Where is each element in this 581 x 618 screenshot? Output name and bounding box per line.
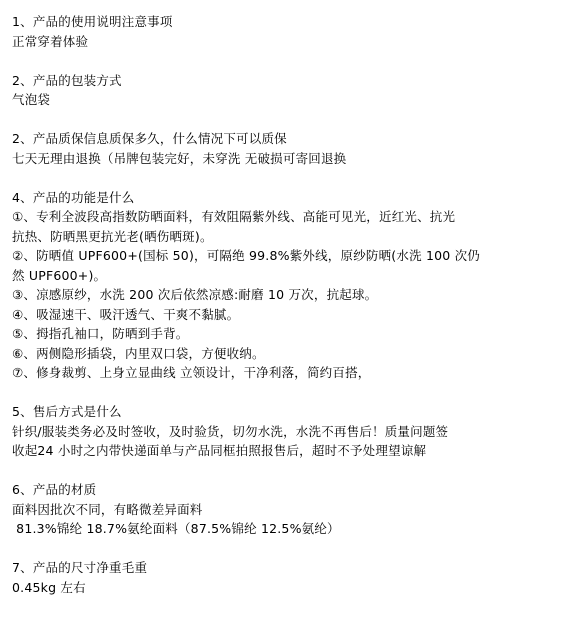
spacer xyxy=(12,383,572,403)
feature-line: ⑤、拇指孔袖口，防晒到手背。 xyxy=(12,326,189,341)
section-text: 81.3%锦纶 18.7%氨纶面料（87.5%锦纶 12.5%氨纶） xyxy=(12,521,340,536)
section-heading: 1、产品的使用说明注意事项 xyxy=(12,14,173,29)
feature-line: ③、凉感原纱，水洗 200 次后依然凉感:耐磨 10 万次，抗起球。 xyxy=(12,287,378,302)
section-material xyxy=(12,480,572,539)
spacer xyxy=(12,539,572,559)
section-features xyxy=(12,188,572,383)
feature-line: ⑥、两侧隐形插袋，内里双口袋，方便收纳。 xyxy=(12,345,265,361)
section-text: 面料因批次不同，有略微差异面料 xyxy=(12,501,203,517)
feature-line: ①、专利全波段高指数防晒面料，有效阻隔紫外线、高能可见光，近红光、抗光 xyxy=(12,209,456,224)
section-heading: 7、产品的尺寸净重毛重 xyxy=(12,560,148,575)
section-heading: 6、产品的材质 xyxy=(12,482,97,497)
feature-line: ②、防晒值 UPF600+(国标 50)，可隔绝 99.8%紫外线，原纱防晒(水洗 100 次仍 xyxy=(12,248,480,263)
spacer xyxy=(12,168,572,188)
section-weight xyxy=(12,558,572,597)
section-usage xyxy=(12,12,572,51)
feature-line: 抗热、防晒黑更抗光老(晒伤晒斑)。 xyxy=(12,228,213,244)
spacer xyxy=(12,51,572,71)
section-text: 七天无理由退换（吊牌包装完好，未穿洗 无破损可寄回退换 xyxy=(12,150,347,166)
section-text: 气泡袋 xyxy=(12,92,51,107)
section-heading: 2、产品质保信息质保多久，什么情况下可以质保 xyxy=(12,131,287,146)
section-heading: 2、产品的包装方式 xyxy=(12,72,122,88)
product-info-document xyxy=(12,12,572,597)
section-text: 收起24 小时之内带快递面单与产品同框拍照报售后，超时不予处理望谅解 xyxy=(12,443,427,458)
section-heading: 4、产品的功能是什么 xyxy=(12,189,135,205)
section-heading: 5、售后方式是什么 xyxy=(12,404,122,419)
section-text: 针织/服装类务必及时签收，及时验货，切勿水洗，水洗不再售后！质量问题签 xyxy=(12,423,449,439)
feature-line: ④、吸湿速干、吸汗透气、干爽不黏腻。 xyxy=(12,306,240,322)
section-packaging xyxy=(12,71,572,110)
feature-line: 然 UPF600+)。 xyxy=(12,267,107,283)
section-warranty xyxy=(12,129,572,168)
section-after-sales xyxy=(12,402,572,461)
feature-line: ⑦、修身裁剪、上身立显曲线 立领设计，干净利落，简约百搭， xyxy=(12,365,371,380)
section-text: 0.45kg 左右 xyxy=(12,579,86,595)
spacer xyxy=(12,110,572,130)
spacer xyxy=(12,461,572,481)
section-text: 正常穿着体验 xyxy=(12,33,89,49)
